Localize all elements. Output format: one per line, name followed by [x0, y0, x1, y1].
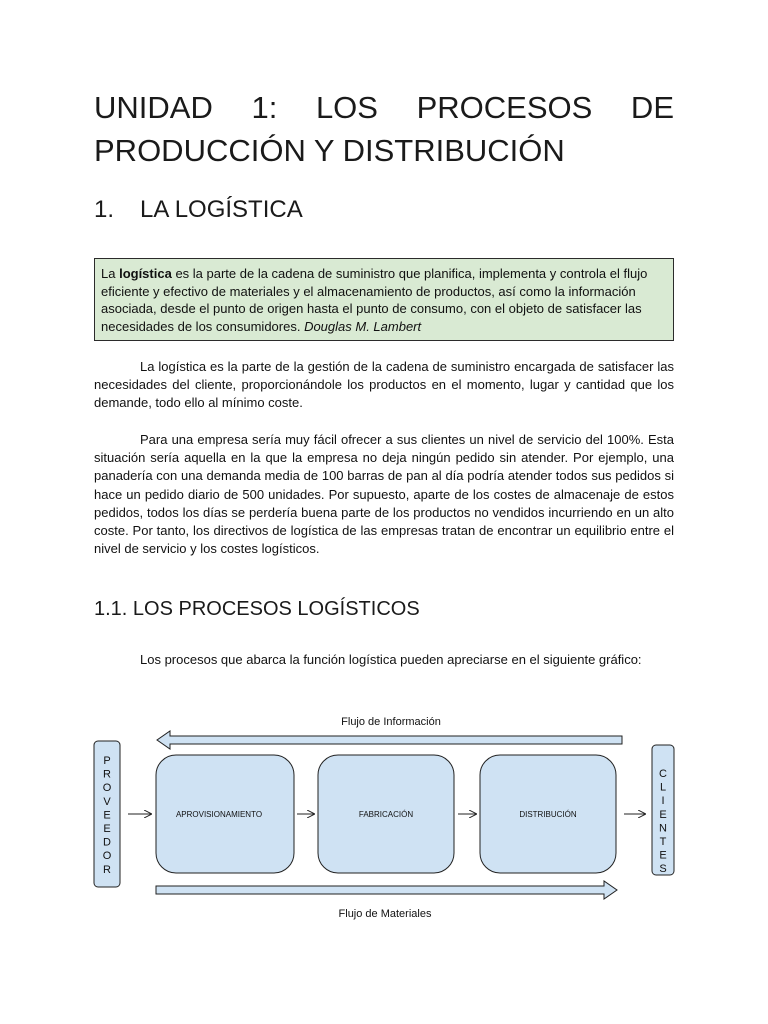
- client-letter: L: [659, 781, 667, 794]
- supplier-letter: R: [103, 863, 111, 876]
- section-number: 1.: [94, 196, 115, 223]
- supplier-letter: E: [103, 823, 111, 835]
- materials-flow-label: Flujo de Materiales: [338, 908, 432, 920]
- info-flow-arrow: [157, 731, 622, 749]
- client-letters: [659, 768, 667, 875]
- client-letter: C: [659, 768, 667, 780]
- supplier-letter: P: [103, 755, 111, 767]
- client-letter: T: [659, 836, 667, 848]
- stage-label-distribucion: DISTRIBUCIÓN: [519, 810, 577, 819]
- definition-term: logística: [119, 266, 172, 281]
- client-letter: N: [659, 822, 667, 835]
- paragraph-1: La logística es la parte de la gestión de la cadena de suministro encargada de satisfacer las necesidades del cliente, proporcionándole los productos en el momento, lugar y cantidad que los demande, todo ello al mínimo coste.: [94, 359, 674, 411]
- supplier-letter: R: [103, 768, 111, 781]
- client-letter: S: [659, 863, 667, 876]
- info-flow-label: Flujo de Información: [341, 716, 441, 728]
- stage-label-fabricacion: FABRICACIÓN: [358, 810, 414, 819]
- supplier-letter: O: [102, 782, 112, 795]
- supplier-letters: [103, 755, 112, 876]
- definition-author: Douglas M. Lambert: [304, 318, 422, 334]
- client-letter: E: [659, 808, 667, 821]
- client-letter: E: [659, 849, 667, 862]
- paragraph-2: Para una empresa sería muy fácil ofrecer a sus clientes un nivel de servicio del 100%. Esta situación sería aquella en la que la empresa no deja ningún pedido sin atender. Por ejemplo, una panadería con una demanda media de 100 barras de pan al día podría atender todos sus pedidos si hace un pedido diario de 500 unidades. Por supuesto, aparte de los costes de almacenaje de estos pedidos, todos los días se perdería buena parte de los productos no vendidos incurriendo en un alto coste. Por tanto, los directivos de logística de las empresas tratan de encontrar un equilibrio entre el nivel de servicio y los costes logísticos.: [94, 432, 674, 557]
- supplier-letter: D: [103, 836, 111, 849]
- client-letter: I: [661, 795, 665, 808]
- definition-body: es la parte de la cadena de suministro que planifica, implementa y controla el flujo eficiente y efectivo de materiales y el almacenamiento de productos, así como la información asociada, desde el punto de origen hasta el punto de consumo, con el objeto de satisfacer las necesidades de los consumidores.: [101, 266, 648, 334]
- stage-label-aprovisionamiento: APROVISIONAMIENTO: [175, 810, 263, 819]
- section-title-text: LA LOGÍSTICA: [140, 196, 303, 223]
- supplier-letter: V: [103, 795, 111, 808]
- subsection-paragraph: Los procesos que abarca la función logística pueden apreciarse en el siguiente gráfico:: [140, 652, 642, 667]
- supplier-letter: E: [103, 809, 111, 822]
- definition-lead: La: [101, 266, 120, 281]
- materials-flow-arrow: [156, 881, 617, 899]
- unit-title: UNIDAD 1: LOS PROCESOS DE PRODUCCIÓN Y DISTRIBUCIÓN: [94, 90, 674, 168]
- supplier-letter: O: [102, 850, 112, 863]
- subsection-title: 1.1. LOS PROCESOS LOGÍSTICOS: [94, 598, 420, 620]
